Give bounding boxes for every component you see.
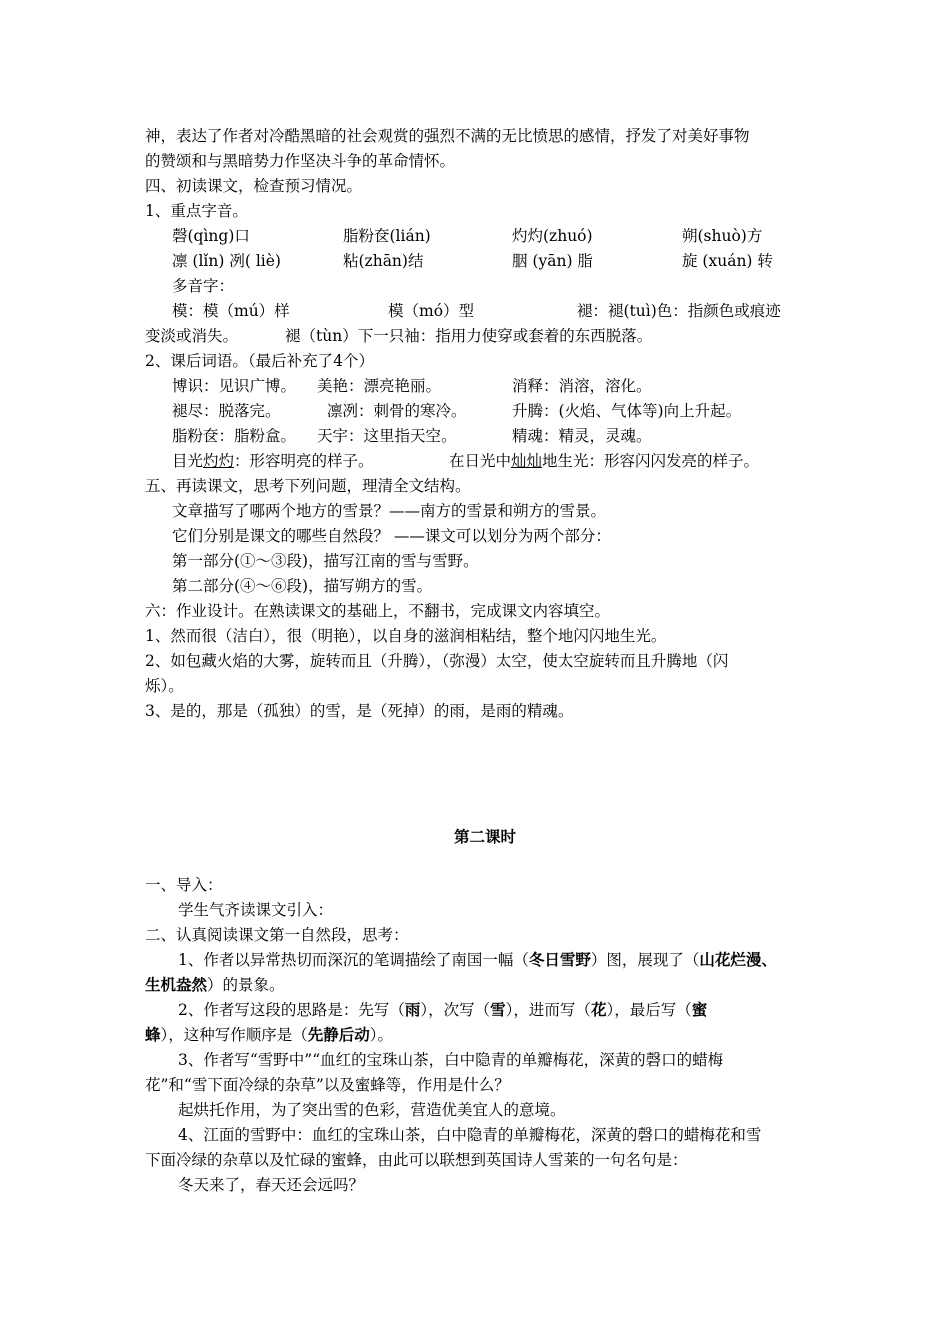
paragraph-line: 花”和“雪下面冷绿的杂草”以及蜜蜂等，作用是什么？ — [145, 1076, 510, 1094]
vocab-item — [172, 449, 374, 473]
paragraph-line — [178, 998, 707, 1022]
underlined-word: 灼灼 — [203, 452, 235, 470]
vocab-item: 凛冽：刺骨的寒冷。 — [327, 402, 467, 420]
text-run: ），这种写作顺序是（ — [160, 1026, 308, 1044]
vocab-item: 升腾：(火焰、气体等)向上升起。 — [512, 402, 742, 420]
section-heading: 一、导入： — [145, 876, 223, 894]
subsection-heading: 1、重点字音。 — [145, 202, 248, 220]
text-run: 1、作者以异常热切而深沉的笔调描绘了南国一幅（ — [178, 951, 529, 969]
polyphone-label: 多音字： — [172, 277, 235, 295]
vocab-item: 天宇：这里指天空。 — [317, 427, 457, 445]
text-run: ：形容明亮的样子。 — [234, 452, 374, 470]
polyphone-item: 褪：褪(tuì)色：指颜色或痕迹 — [577, 302, 781, 320]
section-heading: 四、初读课文，检查预习情况。 — [145, 177, 363, 195]
paragraph-line: 神，表达了作者对冷酷黑暗的社会观赏的强烈不满的无比愤思的感情，抒发了对美好事物 — [145, 127, 750, 145]
underlined-word: 灿灿 — [511, 452, 543, 470]
paragraph-line: 第二部分(④～⑥段)，描写朔方的雪。 — [172, 577, 433, 595]
text-run: 2、作者写这段的思路是：先写（ — [178, 1001, 405, 1019]
bold-answer: 雨 — [404, 1000, 421, 1019]
section-heading: 六：作业设计。在熟读课文的基础上，不翻书，完成课文内容填空。 — [145, 602, 611, 620]
bold-answer: 生机盎然 — [145, 975, 208, 994]
paragraph-line: 烁）。 — [145, 677, 184, 695]
pronunciation-item: 磬(qìng)口 — [172, 227, 250, 245]
paragraph-line: 下面冷绿的杂草以及忙碌的蜜蜂，由此可以联想到英国诗人雪莱的一句名句是： — [145, 1151, 688, 1169]
text-run: 地生光：形容闪闪发亮的样子。 — [542, 452, 760, 470]
text-run: ）。 — [369, 1026, 394, 1044]
pronunciation-item: 旋 (xuán) 转 — [682, 252, 773, 270]
text-run: ），进而写（ — [505, 1001, 591, 1019]
polyphone-item: 模：模（mú）样 — [172, 302, 290, 320]
pronunciation-item: 脂粉奁(lián) — [343, 227, 431, 245]
vocab-item: 博识：见识广博。 — [172, 377, 297, 395]
paragraph-line: 冬天来了，春天还会远吗？ — [178, 1176, 365, 1194]
paragraph-line: 第一部分(①～③段)，描写江南的雪与雪野。 — [172, 552, 479, 570]
subsection-heading: 2、课后词语。（最后补充了4个） — [145, 352, 374, 370]
vocab-item: 美艳：漂亮艳丽。 — [317, 377, 442, 395]
paragraph-line: 它们分别是课文的哪些自然段？ ——课文可以划分为两个部分： — [172, 527, 611, 545]
vocab-item: 精魂：精灵，灵魂。 — [512, 427, 652, 445]
bold-answer: 先静后动 — [307, 1025, 370, 1044]
bold-answer: 雪 — [490, 1000, 506, 1019]
lesson-title: 第二课时 — [453, 827, 516, 846]
bold-answer: 花 — [590, 1000, 607, 1019]
pronunciation-item: 灼灼(zhuó) — [512, 227, 593, 245]
polyphone-item: 变淡或消失。 — [145, 327, 239, 345]
paragraph-line: 2、如包藏火焰的大雾，旋转而且（升腾），（弥漫）太空，使太空旋转而且升腾地（闪 — [145, 652, 729, 670]
section-heading: 二、认真阅读课文第一自然段，思考： — [145, 926, 409, 944]
vocab-item: 褪尽：脱落完。 — [172, 402, 281, 420]
bold-answer: 蜂 — [145, 1025, 161, 1044]
pronunciation-item: 朔(shuò)方 — [682, 227, 763, 245]
paragraph-line: 1、然而很（洁白），很（明艳），以自身的滋润相粘结，整个地闪闪地生光。 — [145, 627, 667, 645]
paragraph-line: 文章描写了哪两个地方的雪景？——南方的雪景和朔方的雪景。 — [172, 502, 607, 520]
vocab-item — [449, 449, 759, 473]
paragraph-line: 的赞颂和与黑暗势力作坚决斗争的革命情怀。 — [145, 152, 456, 170]
pronunciation-item: 粘(zhān)结 — [343, 252, 424, 270]
bold-answer: 蜜 — [691, 1000, 708, 1019]
bold-answer: 山花烂漫、 — [699, 950, 777, 969]
paragraph-line: 3、是的，那是（孤独）的雪，是（死掉）的雨，是雨的精魂。 — [145, 702, 574, 720]
polyphone-item: 褪（tùn）下一只袖：指用力使穿或套着的东西脱落。 — [285, 327, 653, 345]
pronunciation-item: 胭 (yān) 脂 — [512, 252, 593, 270]
text-run: ），最后写（ — [606, 1001, 692, 1019]
paragraph-line: 起烘托作用，为了突出雪的色彩，营造优美宜人的意境。 — [178, 1101, 566, 1119]
paragraph-line — [145, 973, 285, 997]
paragraph-line — [145, 1023, 393, 1047]
pronunciation-item: 凛 (lǐn) 冽( liè) — [172, 252, 281, 270]
vocab-item: 消释：消溶，溶化。 — [512, 377, 652, 395]
polyphone-item: 模（mó）型 — [388, 302, 475, 320]
text-run: 在日光中 — [449, 452, 512, 470]
text-run: ），次写（ — [420, 1001, 491, 1019]
bold-answer: 冬日雪野 — [528, 950, 591, 969]
vocab-item: 脂粉奁：脂粉盒。 — [172, 427, 297, 445]
paragraph-line — [178, 948, 777, 972]
text-run: ）的景象。 — [207, 976, 285, 994]
paragraph-line: 3、作者写“雪野中”“血红的宝珠山茶，白中隐青的单瓣梅花，深黄的磬口的蜡梅 — [178, 1051, 724, 1069]
section-heading: 五、再读课文，思考下列问题，理清全文结构。 — [145, 477, 471, 495]
text-run: ）图，展现了（ — [590, 951, 700, 969]
text-run: 目光 — [172, 452, 204, 470]
paragraph-line: 4、江面的雪野中：血红的宝珠山茶，白中隐青的单瓣梅花，深黄的磬口的蜡梅花和雪 — [178, 1126, 762, 1144]
paragraph-line: 学生气齐读课文引入： — [178, 901, 334, 919]
